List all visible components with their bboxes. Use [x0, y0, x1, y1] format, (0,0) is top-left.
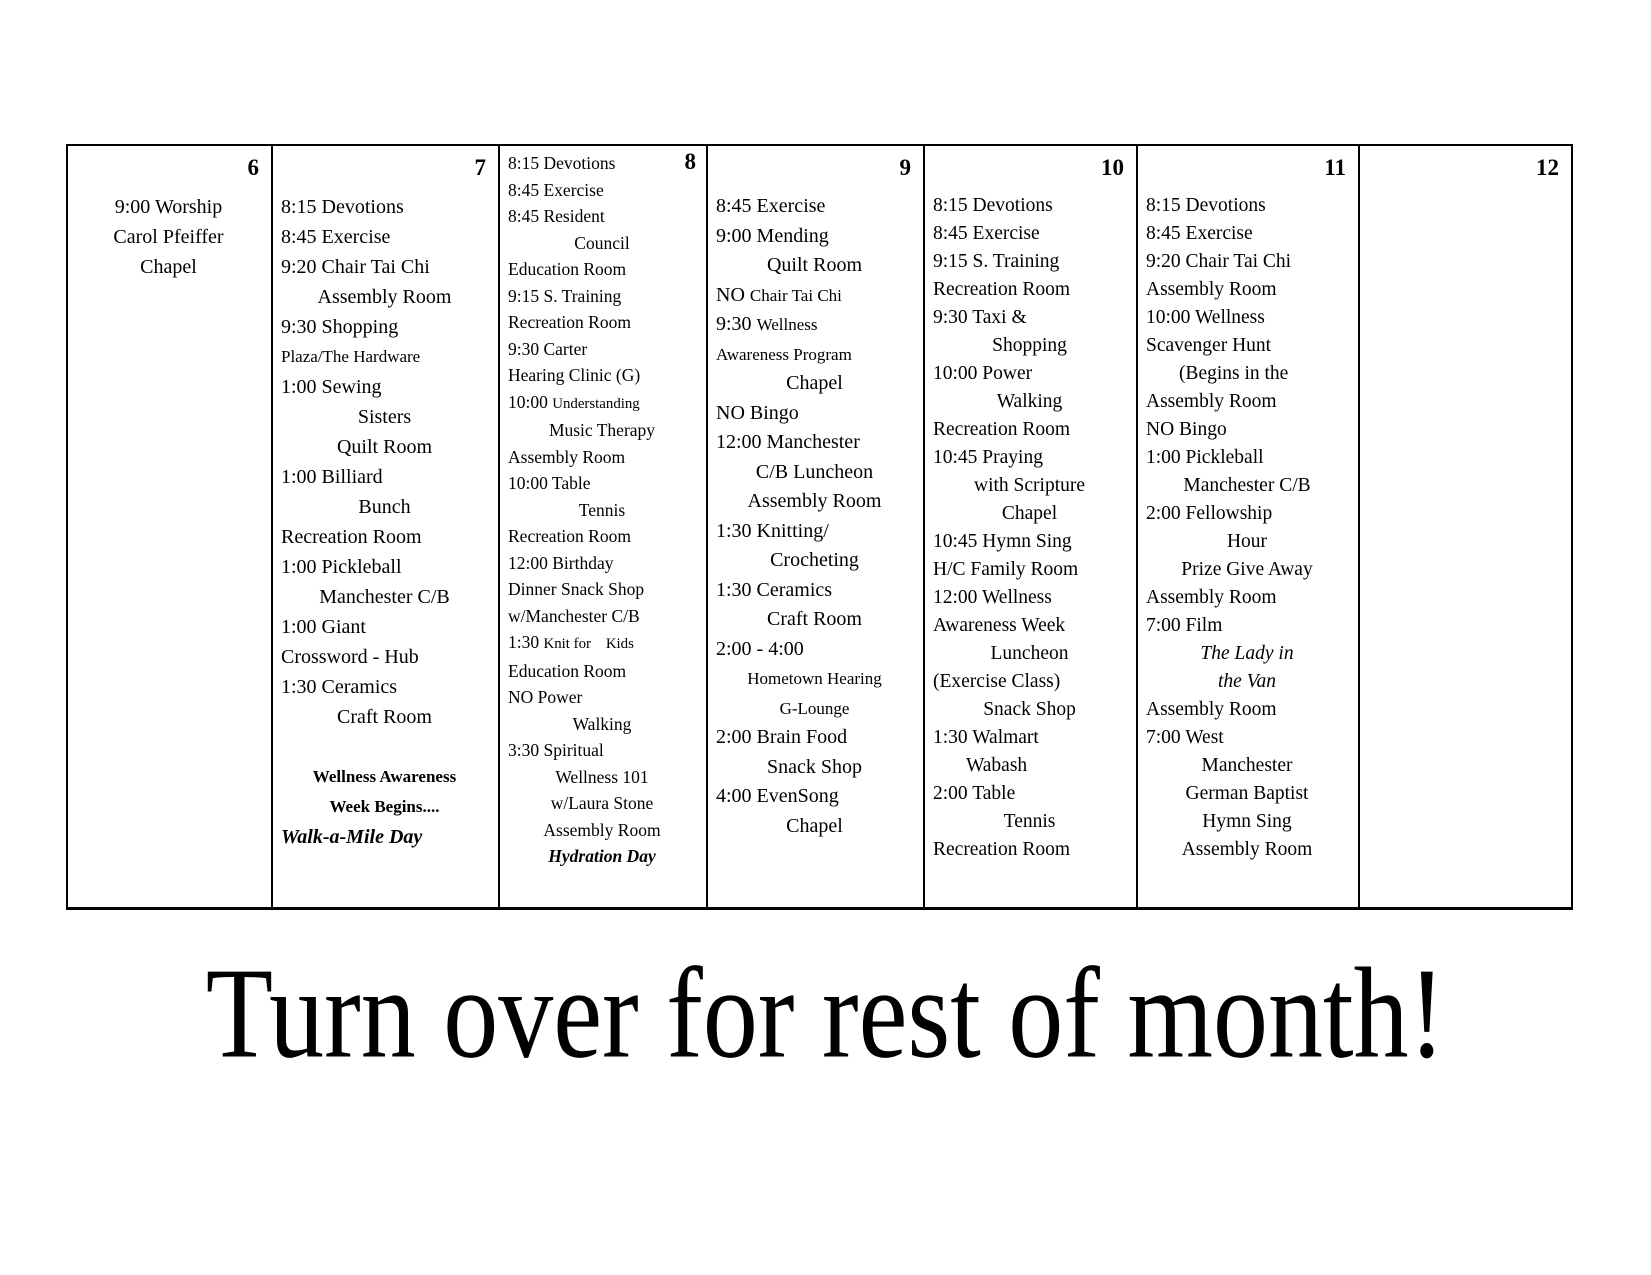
event-line: Hydration Day [548, 846, 656, 866]
event-line: Recreation Room [281, 526, 422, 548]
day-number: 10 [1101, 155, 1124, 180]
event-line: 7:00 West [1146, 727, 1224, 748]
event-line: 2:00 - 4:00 [716, 637, 804, 660]
day-cell-10 [925, 146, 1138, 907]
event-line: The Lady in [1200, 643, 1294, 664]
event-line: w/Manchester C/B [508, 605, 640, 626]
event-line: 1:00 Giant [281, 616, 366, 638]
day-cell-8 [500, 146, 708, 907]
event-line: Chapel [1001, 503, 1058, 524]
event-line: Walk-a-Mile Day [281, 826, 423, 848]
event-line: 8:15 Devotions [1146, 195, 1266, 216]
event-line: Tennis [1003, 811, 1056, 832]
event-line: Snack Shop [767, 755, 862, 778]
event-line: 8:15 Devotions 8 [508, 149, 696, 174]
turn-over-note: Turn over for rest of month! [205, 940, 1446, 1085]
event-text-segment: Understanding [552, 395, 640, 412]
event-line: Manchester C/B [1183, 475, 1311, 496]
event-line: 9:15 S. Training [508, 285, 622, 306]
event-line: Bunch [358, 496, 411, 518]
event-line: 1:30 Ceramics [716, 578, 833, 601]
event-line: Scavenger Hunt [1146, 335, 1272, 356]
event-line: 10:00 Power [933, 363, 1033, 384]
event-line: 9:20 Chair Tai Chi [1146, 251, 1292, 272]
event-line: 8:45 Exercise [716, 195, 826, 217]
event-line: Hometown Hearing [747, 669, 882, 688]
event-line: Recreation Room [933, 279, 1071, 300]
event-line: Wellness Awareness [312, 767, 457, 786]
event-line: 10:00 Table [508, 473, 591, 493]
event-line: Manchester C/B [319, 586, 450, 608]
event-line: Snack Shop [983, 699, 1076, 720]
event-text-segment: NO [716, 283, 750, 306]
day-number: 9 [899, 155, 911, 180]
day-number: 7 [474, 155, 486, 180]
event-line: 8:15 Devotions [933, 195, 1053, 216]
event-line: Prize Give Away [1181, 559, 1313, 580]
event-line: 10:45 Praying [933, 447, 1043, 468]
event-line: 2:00 Table [933, 783, 1016, 804]
event-line: Week Begins.... [329, 797, 440, 816]
event-line: 1:00 Sewing [281, 376, 382, 398]
event-line [500, 629, 706, 658]
event-line: Assembly Room [543, 819, 661, 840]
event-line: Recreation Room [933, 419, 1071, 440]
event-line: Carol Pfeiffer [113, 226, 224, 248]
event-line [708, 281, 923, 311]
event-line: Plaza/The Hardware [281, 347, 421, 366]
day-number: 8 [684, 149, 696, 174]
day-cell-6 [68, 146, 273, 907]
event-line: Wellness 101 [555, 766, 649, 787]
event-line: Walking [572, 713, 632, 734]
event-line: Dinner Snack Shop [508, 579, 645, 599]
event-line: 12:00 Wellness [933, 587, 1052, 608]
event-line: 4:00 EvenSong [716, 785, 839, 807]
event-text-segment: 1:30 [508, 632, 544, 652]
event-line: 1:30 Walmart [933, 727, 1039, 748]
event-line: (Begins in the [1178, 363, 1289, 384]
event-line: Assembly Room [1181, 839, 1313, 860]
event-line: Chapel [786, 372, 843, 394]
day-number: 11 [1324, 155, 1346, 180]
event-line: Assembly Room [1146, 279, 1277, 300]
event-line: Tennis [578, 499, 626, 520]
event-line: 1:00 Pickleball [1146, 447, 1264, 468]
event-line: Manchester [1201, 755, 1293, 776]
event-text-segment: Chair Tai Chi [749, 285, 842, 305]
event-line: Craft Room [767, 608, 862, 630]
event-line: 9:30 Taxi & [933, 307, 1027, 328]
event-line: 9:20 Chair Tai Chi [281, 256, 430, 278]
event-line: w/Laura Stone [550, 793, 654, 813]
event-line: 12:00 Manchester [716, 431, 860, 453]
event-line: Chapel [140, 256, 197, 278]
event-line: Assembly Room [747, 490, 882, 512]
event-line: Sisters [357, 406, 412, 428]
event-text-segment: 9:30 [716, 313, 757, 335]
event-line: with Scripture [973, 475, 1086, 496]
event-line: Quilt Room [766, 254, 862, 276]
event-line: Assembly Room [317, 286, 452, 308]
event-line [708, 310, 923, 340]
event-line: 9:00 Worship [114, 196, 223, 218]
day-number: 6 [247, 155, 259, 180]
event-line: 10:00 Wellness [1146, 307, 1265, 328]
event-line: 1:30 Knitting/ [716, 519, 829, 542]
event-line: Hour [1226, 531, 1268, 552]
event-text-segment: Knit for Kids [543, 636, 634, 652]
event-line: Education Room [508, 660, 627, 681]
event-line: 8:45 Exercise [508, 179, 604, 200]
event-line: 1:00 Pickleball [281, 556, 402, 578]
event-line: the Van [1218, 671, 1276, 692]
event-line: Crossword - Hub [281, 646, 419, 668]
event-line: Craft Room [337, 706, 432, 728]
day-cell-9 [708, 146, 925, 907]
day-cell-11 [1138, 146, 1360, 907]
event-line: 10:45 Hymn Sing [933, 531, 1072, 552]
event-line: Hymn Sing [1202, 811, 1292, 832]
event-line: Music Therapy [548, 420, 656, 440]
event-line: H/C Family Room [933, 559, 1079, 580]
event-text-segment: Wellness [756, 315, 818, 334]
event-line: Quilt Room [336, 436, 432, 458]
event-line: (Exercise Class) [933, 671, 1061, 692]
event-line: Walking [996, 391, 1063, 412]
event-line: G-Lounge [779, 698, 850, 718]
event-line: 8:45 Exercise [281, 226, 391, 248]
event-line: Awareness Week [933, 615, 1066, 636]
event-line: Luncheon [990, 643, 1069, 664]
event-line: Recreation Room [933, 839, 1071, 860]
event-line: 8:45 Resident [508, 206, 605, 226]
event-line: Education Room [508, 259, 627, 279]
event-line: Shopping [992, 335, 1067, 356]
event-line: 8:45 Exercise [933, 223, 1040, 244]
event-line: Wabash [965, 755, 1028, 776]
event-line: Recreation Room [508, 526, 631, 546]
activity-calendar [66, 144, 1573, 910]
event-line: Assembly Room [1146, 587, 1277, 608]
day-cell-12 [1360, 146, 1571, 907]
event-line: NO Bingo [716, 401, 799, 424]
event-line: Council [574, 232, 630, 253]
event-line: 12:00 Birthday [508, 552, 614, 573]
day-number: 12 [1536, 155, 1559, 180]
event-line: 7:00 Film [1146, 615, 1223, 636]
event-line: 2:00 Fellowship [1146, 503, 1273, 524]
event-line: 8:45 Exercise [1146, 223, 1253, 244]
event-line: 2:00 Brain Food [716, 726, 848, 748]
event-line: 3:30 Spiritual [508, 740, 604, 760]
event-line: Assembly Room [1146, 699, 1277, 720]
event-line: 8:15 Devotions [281, 196, 404, 218]
event-line: German Baptist [1185, 783, 1309, 804]
event-line: C/B Luncheon [755, 460, 874, 483]
event-line: Assembly Room [508, 446, 626, 467]
event-line: Crocheting [770, 549, 859, 571]
event-line: 9:00 Mending [716, 224, 829, 247]
event-line: Assembly Room [1146, 391, 1277, 412]
event-line: NO Bingo [1146, 419, 1227, 440]
event-line: 1:00 Billiard [281, 466, 383, 488]
event-line: 1:30 Ceramics [281, 676, 398, 698]
event-line: Hearing Clinic (G) [508, 365, 641, 385]
event-line: 9:15 S. Training [933, 251, 1060, 272]
event-line [273, 732, 498, 762]
event-line: NO Power [508, 687, 583, 707]
day-cell-7 [273, 146, 500, 907]
event-line: 9:30 Shopping [281, 316, 399, 338]
event-line [500, 389, 706, 418]
event-line: Awareness Program [716, 344, 852, 364]
event-text-segment: 10:00 [508, 391, 553, 412]
event-line: Recreation Room [508, 312, 631, 332]
event-line: Chapel [786, 814, 843, 837]
event-line: 9:30 Carter [508, 338, 588, 359]
